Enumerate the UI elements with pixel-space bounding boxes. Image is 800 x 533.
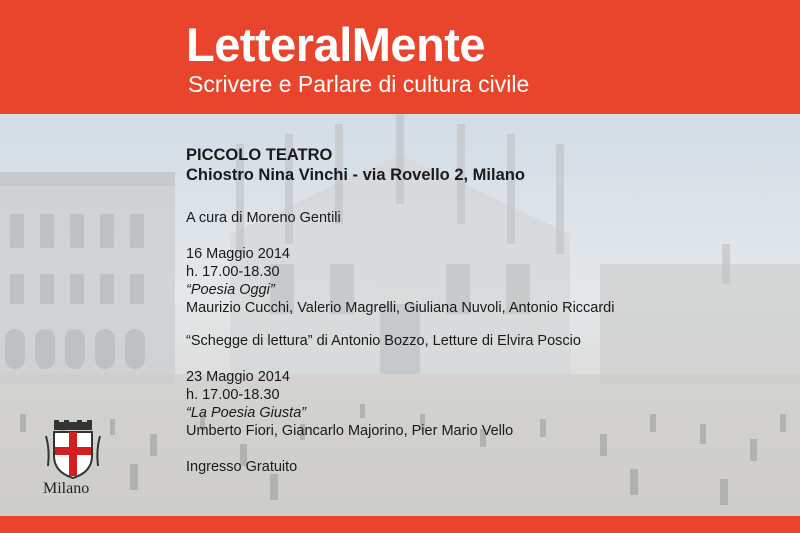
footer-band bbox=[0, 516, 800, 533]
admission-note: Ingresso Gratuito bbox=[186, 459, 298, 475]
event-title: “Poesia Oggi” bbox=[186, 282, 275, 298]
event-date: 16 Maggio 2014 bbox=[186, 246, 290, 262]
curator-line: A cura di Moreno Gentili bbox=[186, 210, 341, 226]
event-1 bbox=[186, 245, 786, 350]
event-details bbox=[186, 145, 786, 476]
event-time: h. 17.00-18.30 bbox=[186, 387, 280, 403]
brand-tagline: Scrivere e Parlare di cultura civile bbox=[188, 71, 530, 97]
event-speakers: Maurizio Cucchi, Valerio Magrelli, Giuliana Nuvoli, Antonio Riccardi bbox=[186, 300, 615, 316]
event-extra: “Schegge di lettura” di Antonio Bozzo, Letture di Elvira Poscio bbox=[186, 333, 581, 349]
venue-name: PICCOLO TEATRO bbox=[186, 146, 333, 164]
event-2 bbox=[186, 368, 786, 440]
event-speakers: Umberto Fiori, Giancarlo Majorino, Pier Mario Vello bbox=[186, 423, 514, 439]
header-band bbox=[0, 0, 800, 114]
brand-title: LetteralMente bbox=[186, 18, 486, 71]
venue-address: Chiostro Nina Vinchi - via Rovello 2, Milano bbox=[186, 166, 525, 184]
milano-logo-label: Milano bbox=[43, 480, 90, 497]
event-title: “La Poesia Giusta” bbox=[186, 405, 307, 421]
event-date: 23 Maggio 2014 bbox=[186, 369, 290, 385]
event-time: h. 17.00-18.30 bbox=[186, 264, 280, 280]
